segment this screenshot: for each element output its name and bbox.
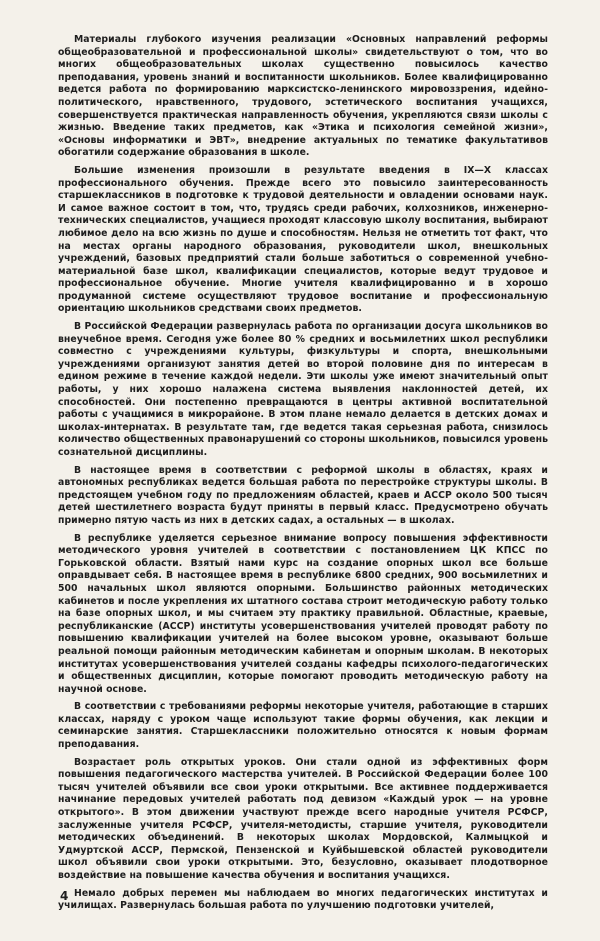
paragraph-3: В Российской Федерации развернулась работа по организации досуга школьников во внеучебное время. Сегодня уже более 80 % средних и восьмилетних школ республики совместно с учреждениями культуры, физкультуры и спорта, внешкольными учреждениями организуют занятия детей во второй половине дня по интересам в едином режиме в течение каждой недели. Эти школы уже имеют значительный опыт работы, у них хорошо налажена система выявления наклонностей детей, их способностей. Они постепенно превращаются в центры активной воспитательной работы с учащимися в микрорайоне. В этом плане немало делается в детских домах и школах-интернатах. В результате там, где ведется такая серьезная работа, снизилось количество общественных правонарушений со стороны школьников, повысился уровень сознательной дисциплины. (58, 321, 548, 458)
paragraph-4: В настоящее время в соответствии с реформой школы в областях, краях и автономных республиках ведется большая работа по перестройке структуры школы. В предстоящем учебном году по предложениям областей, краев и АССР около 500 тысяч детей шестилетнего возраста будут приняты в первый класс. Предусмотрено обучать примерно пятую часть из них в детских садах, а остальных — в школах. (58, 464, 548, 526)
paragraph-8: Немало добрых перемен мы наблюдаем во многих педагогических институтах и училищах. Развернулась большая работа по улучшению подготовки учителей, (58, 887, 548, 912)
paragraph-2: Большие изменения произошли в результате введения в IX—X классах профессионального обучения. Прежде всего это повысило заинтересованность старшеклассников в подготовке к трудовой деятельности и овладении основами наук. И самое важное состоит в том, что, трудясь среди рабочих, колхозников, инженерно-технических специалистов, учащиеся проходят классовую школу воспитания, выбирают любимое дело на всю жизнь по душе и способностям. Нельзя не отметить тот факт, что на местах органы народного образования, руководители школ, внешкольных учреждений, базовых предприятий стали больше заботиться о современной учебно-материальной базе школ, квалификации специалистов, которые ведут трудовое и профессиональное обучение. Многие учителя квалифицированно и в хорошо продуманной системе осуществляют трудовое воспитание и профессиональную ориентацию школьников средствами своих предметов. (58, 164, 548, 315)
page-number: 4 (60, 889, 69, 903)
paragraph-7: Возрастает роль открытых уроков. Они стали одной из эффективных форм повышения педагогического мастерства учителей. В Российской Федерации более 100 тысяч учителей объявили все свои уроки открытыми. Все активнее поддерживается начинание передовых учителей работать под девизом «Каждый урок — на уровне открытого». В этом движении участвуют прежде всего народные учителя РСФСР, заслуженные учителя РСФСР, учителя-методисты, старшие учителя, руководители методических объединений. В некоторых школах Мордовской, Калмыцкой и Удмуртской АССР, Пермской, Пензенской и Куйбышевской областей руководители школ объявили свои уроки открытыми. Это, безусловно, оказывает плодотворное воздействие на повышение качества обучения и воспитания учащихся. (58, 756, 548, 881)
paragraph-1: Материалы глубокого изучения реализации «Основных направлений реформы общеобразовательной и профессиональной школы» свидетельствуют о том, что во многих общеобразовательных школах существенно повысилось качество преподавания, уровень знаний и воспитанности школьников. Более квалифицированно ведется работа по формированию марксистско-ленинского мировоззрения, идейно-политического, нравственного, трудового, эстетического воспитания учащихся, совершенствуется практическая направленность обучения, укрепляются связи школы с жизнью. Введение таких предметов, как «Этика и психология семейной жизни», «Основы информатики и ЭВТ», внедрение актуальных по тематике факультативов обогатили содержание образования в школе. (58, 34, 548, 159)
paragraph-5: В республике уделяется серьезное внимание вопросу повышения эффективности методического уровня учителей в соответствии с постановлением ЦК КПСС по Горьковской области. Взятый нами курс на создание опорных школ все больше оправдывает себя. В настоящее время в республике 6800 средних, 900 восьмилетних и 500 начальных школ являются опорными. Большинство районных методических кабинетов и после укрепления их штатного состава строит методическую работу только на базе опорных школ, и мы считаем эту практику правильной. Областные, краевые, республиканские (АССР) институты усовершенствования учителей проводят работу по повышению квалификации учителей на более высоком уровне, оказывают больше реальной помощи районным методическим кабинетам и опорным школам. В некоторых институтах усовершенствования учителей созданы кафедры психолого-педагогических и общественных дисциплин, которые помогают проводить методическую работу на научной основе. (58, 532, 548, 695)
paragraph-6: В соответствии с требованиями реформы некоторые учителя, работающие в старших классах, наряду с уроком чаще используют такие формы обучения, как лекции и семинарские занятия. Старшеклассники положительно относятся к новым формам преподавания. (58, 701, 548, 751)
